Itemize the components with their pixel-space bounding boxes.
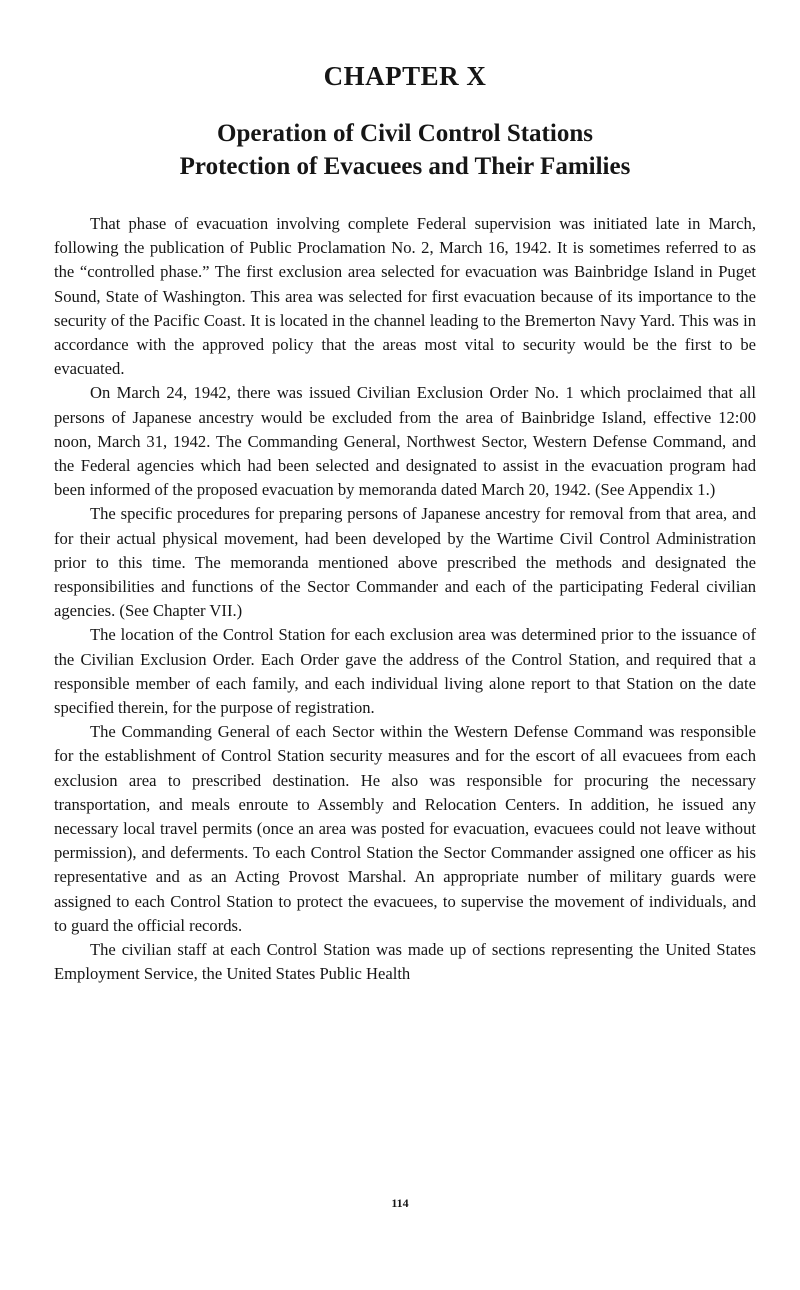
chapter-number: CHAPTER X [323,61,487,91]
paragraph: The civilian staff at each Control Station was made up of sections representing the United States Employment Service, the United States Public Health [54,940,756,984]
chapter-title-line-2: Protection of Evacuees and Their Families [179,153,631,180]
paragraph: On March 24, 1942, there was issued Civilian Exclusion Order No. 1 which proclaimed that all persons of Japanese ancestry would be excluded from the area of Bainbridge Island, effective 12:00 noon, March 31, 1942. The Commanding General, Northwest Sector, Western Defense Command, and the Federal agencies which had been selected and designated to assist in the evacuation program had been informed of the proposed evacuation by memoranda dated March 20, 1942. (See Appendix 1.) [54,383,756,500]
paragraph: The specific procedures for preparing persons of Japanese ancestry for removal from that area, and for their actual physical movement, had been developed by the Wartime Civil Control Administration prior to this time. The memoranda mentioned above prescribed the methods and designated the responsibilities and functions of the Sector Commander and each of the participating Federal civilian agencies. (See Chapter VII.) [54,504,756,621]
paragraph: The Commanding General of each Sector within the Western Defense Command was responsible for the establishment of Control Station security measures and for the escort of all evacuees from each exclusion area to prescribed destination. He also was responsible for procuring the necessary transportation, and meals enroute to Assembly and Relocation Centers. In addition, he issued any necessary local travel permits (once an area was posted for evacuation, evacuees could not leave without permission), and deferments. To each Control Station the Sector Commander assigned one officer as his representative and as an Acting Provost Marshal. An appropriate number of military guards were assigned to each Control Station to protect the evacuees, to supervise the movement of individuals, and to guard the official records. [54,722,756,935]
chapter-title [54,117,756,183]
body-text [54,212,756,987]
paragraph: That phase of evacuation involving complete Federal supervision was initiated late in March, following the publication of Public Proclamation No. 2, March 16, 1942. It is sometimes referred to as the “controlled phase.” The first exclusion area selected for evacuation was Bainbridge Island in Puget Sound, State of Washington. This area was selected for first evacuation because of its importance to the security of the Pacific Coast. It is located in the channel leading to the Bremerton Navy Yard. This was in accordance with the approved policy that the areas most vital to security would be the first to be evacuated. [54,214,756,379]
page-number: 114 [391,1196,409,1210]
chapter-title-line-1: Operation of Civil Control Stations [217,120,593,147]
document-page [54,60,756,987]
paragraph: The location of the Control Station for each exclusion area was determined prior to the issuance of the Civilian Exclusion Order. Each Order gave the address of the Control Station, and required that a responsible member of each family, and each individual living alone report to that Station on the date specified therein, for the purpose of registration. [54,625,756,718]
